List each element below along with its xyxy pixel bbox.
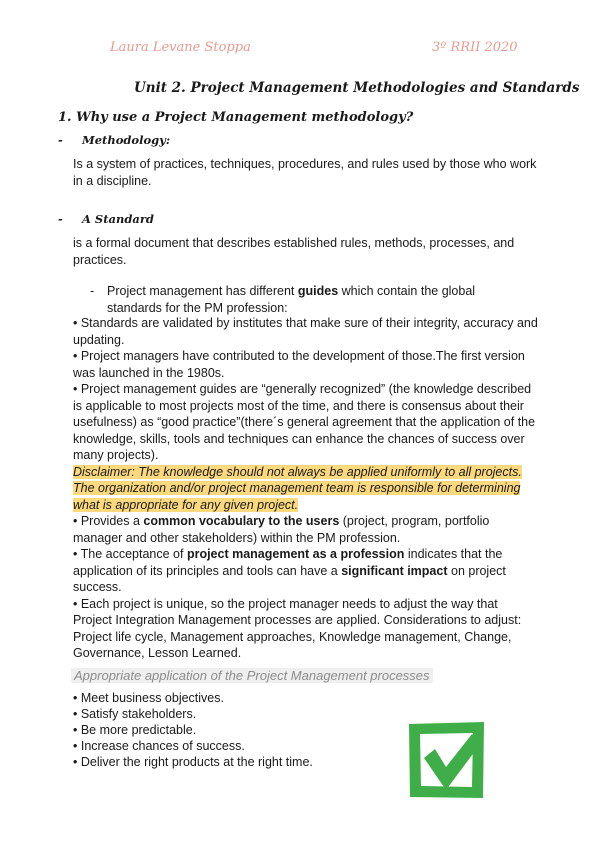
page-title: Unit 2. Project Management Methodologies and Standards	[134, 80, 580, 96]
list-item: • Meet business objectives.	[73, 691, 224, 705]
guides-item: - Project management has different guides which contain the global standards for the PM profession:	[90, 284, 476, 315]
list-item: • Satisfy stakeholders.	[73, 707, 197, 721]
methodology-label: Methodology:	[82, 133, 171, 147]
point-profession: • The acceptance of project management as a profession indicates that the application of its principles and tools can have a significant impact on project success.	[73, 547, 506, 594]
section-heading: 1. Why use a Project Management methodology?	[58, 110, 414, 125]
appropriate-list	[73, 690, 313, 770]
methodology-definition: Is a system of practices, techniques, procedures, and rules used by those who work in a discipline.	[73, 157, 537, 188]
course-label: 3º RRII 2020	[432, 40, 518, 55]
standard-heading: - A Standard	[58, 212, 154, 226]
point-validated: • Standards are validated by institutes that make sure of their integrity, accuracy and updating.	[73, 316, 538, 347]
author-name: Laura Levane Stoppa	[110, 40, 251, 55]
disclaimer-highlight: Disclaimer: The knowledge should not always be applied uniformly to all projects. The organization and/or project management team is responsible for determining what is appropriate for any given project.	[73, 464, 522, 512]
point-vocabulary: • Provides a common vocabulary to the users (project, program, portfolio manager and other stakeholders) within the PM profession.	[73, 514, 490, 545]
list-item: • Increase chances of success.	[73, 739, 245, 753]
green-checkmark-icon	[404, 718, 488, 802]
standard-definition: is a formal document that describes established rules, methods, processes, and practices.	[73, 236, 515, 267]
point-unique: • Each project is unique, so the project manager needs to adjust the way that Project Integration Management processes are applied. Considerations to adjust: Project life cycle, Management approaches, Knowledge management, Change, Governance, Lesson Learned.	[73, 596, 522, 660]
point-recognized: • Project management guides are “generally recognized” (the knowledge described is applicable to most projects most of the time, and there is consensus about their usefulness) as “good practice”(there´s general agreement that the application of the knowledge, skills, tools and techniques can enhance the chances of success over many projects).	[73, 382, 536, 462]
guides-bold: guides	[297, 284, 339, 298]
appropriate-heading: Appropriate application of the Project Management processes	[71, 668, 433, 683]
list-item: • Deliver the right products at the right time.	[73, 755, 313, 769]
standard-label: A Standard	[82, 212, 154, 226]
list-item: • Be more predictable.	[73, 723, 197, 737]
main-points	[73, 315, 538, 662]
guides-post: which contain the global standards for the PM profession:	[107, 284, 476, 315]
guides-pre: Project management has different	[107, 284, 298, 298]
point-contributed: • Project managers have contributed to the development of those.The first version was launched in the 1980s.	[73, 349, 525, 380]
methodology-heading: - Methodology:	[58, 133, 171, 147]
